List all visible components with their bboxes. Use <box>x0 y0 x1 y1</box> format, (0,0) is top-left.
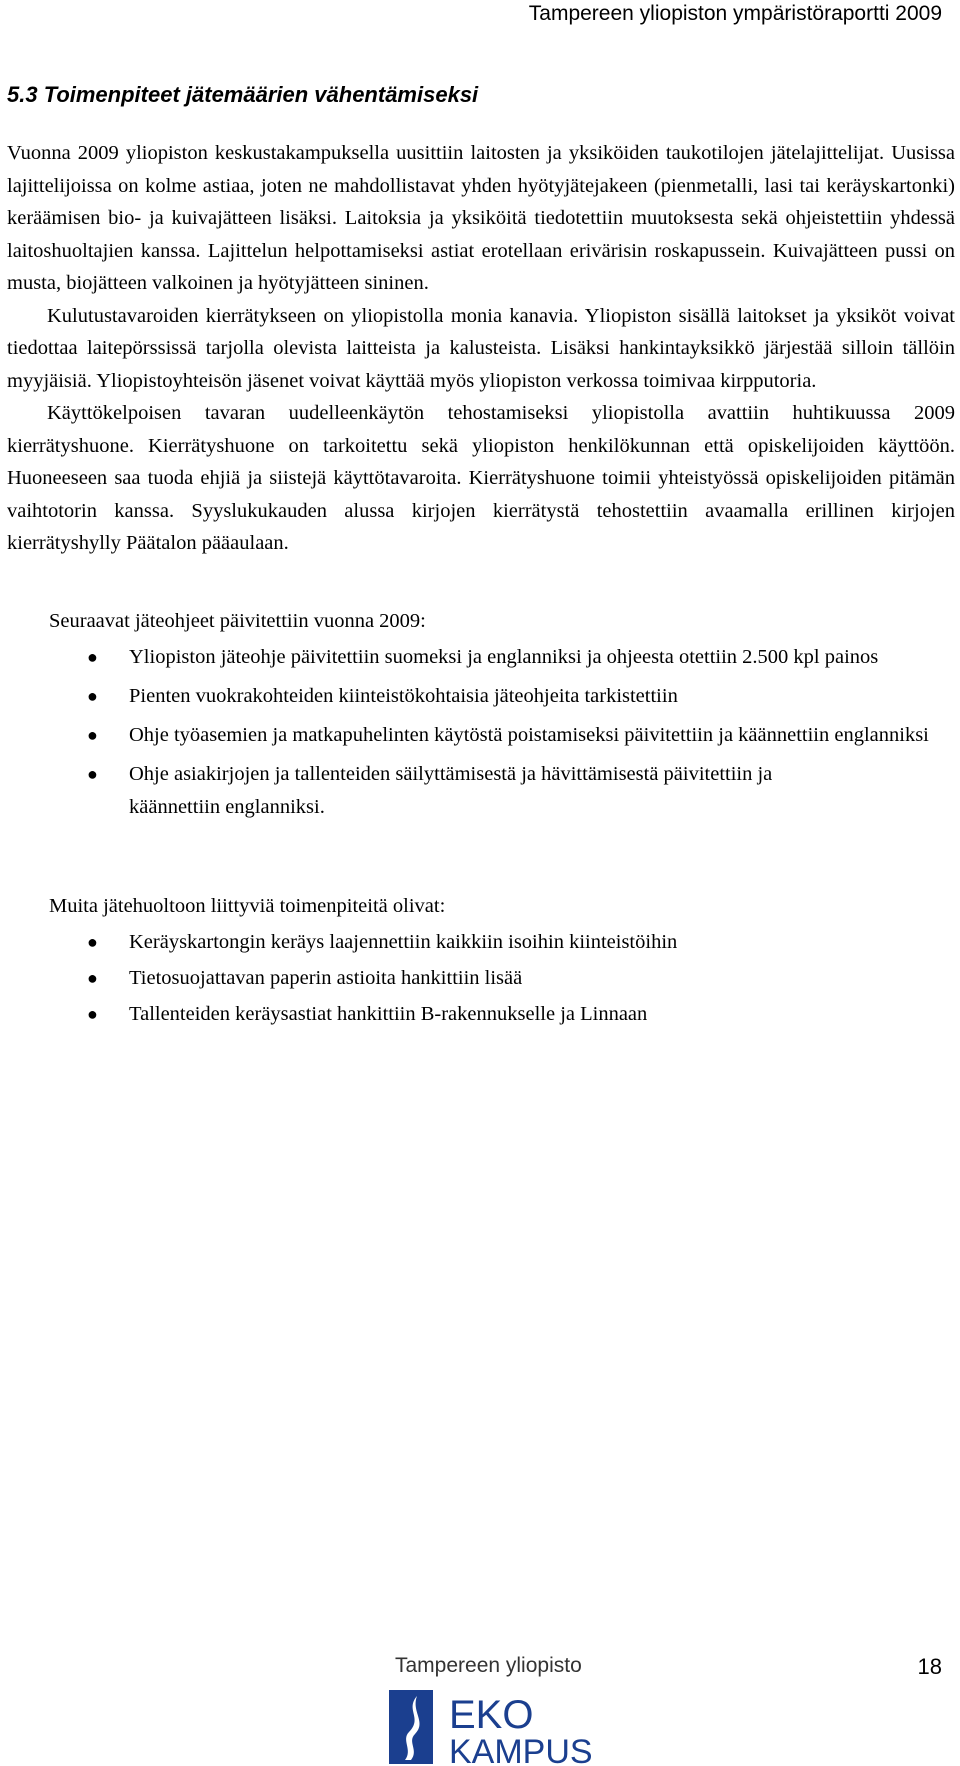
page-number: 18 <box>917 1654 942 1679</box>
list-item-text: Keräyskartongin keräys laajennettiin kaikkiin isoihin kiinteistöihin <box>129 931 678 953</box>
list-item-text: Yliopiston jäteohje päivitettiin suomeksi ja englanniksi ja ohjeesta otettiin 2.500 kpl painos <box>129 646 879 668</box>
list-item-text: Ohje asiakirjojen ja tallenteiden säilyttämisestä ja hävittämisestä päivitettiin ja käännettiin englanniksi. <box>129 763 773 818</box>
eko-kampus-logo <box>387 1650 637 1765</box>
list-intro: Seuraavat jäteohjeet päivitettiin vuonna 2009: <box>49 610 426 632</box>
bullet-icon: ● <box>87 686 98 706</box>
list-item-text: Tallenteiden keräysastiat hankittiin B-rakennukselle ja Linnaan <box>129 1003 648 1025</box>
list-intro: Muita jätehuoltoon liittyviä toimenpiteitä olivat: <box>49 895 446 917</box>
list-item <box>49 719 954 752</box>
list-item <box>49 962 954 995</box>
list-item-text: Pienten vuokrakohteiden kiinteistökohtaisia jäteohjeita tarkistettiin <box>129 685 678 707</box>
logo-eko: EKO <box>449 1693 534 1737</box>
bullet-icon: ● <box>87 932 98 952</box>
list-item-text: Ohje työasemien ja matkapuhelinten käytöstä poistamiseksi päivitettiin ja käännettiin englanniksi <box>129 724 929 746</box>
bullet-icon: ● <box>87 764 98 784</box>
list-item <box>49 680 954 713</box>
logo-university-name: Tampereen yliopisto <box>395 1654 582 1677</box>
paragraph: Kulutustavaroiden kierrätykseen on yliopistolla monia kanavia. Yliopiston sisällä laitokset ja yksiköt voivat tiedottaa laitepörssissä tarjolla olevista laitteista ja kalusteista. Lisäksi hankintayksikkö järjestää silloin tällöin myyjäisiä. Yliopistoyhteisön jäsenet voivat käyttää myös yliopiston verkossa toimivaa kirpputoria. <box>7 304 955 392</box>
bullet-list <box>49 641 954 824</box>
bullet-list <box>49 926 954 1031</box>
list-item <box>49 926 954 959</box>
running-header: Tampereen yliopiston ympäristöraportti 2009 <box>528 2 942 25</box>
bullet-icon: ● <box>87 968 98 988</box>
list-item <box>49 758 954 824</box>
paragraph: Vuonna 2009 yliopiston keskustakampuksella uusittiin laitosten ja yksiköiden taukotilojen jätelajittelijat. Uusissa lajittelijoissa on kolme astiaa, joten ne mahdollistavat yhden hyötyjätejakeen (pienmetalli, lasi tai keräyskartonki) keräämisen bio- ja kuivajätteen lisäksi. Laitoksia ja yksiköitä tiedotettiin muutoksesta sekä ohjeistettiin yhdessä laitoshuoltajien kanssa. Lajittelun helpottamiseksi astiat erotellaan erivärisin roskapussein. Kuivajätteen pussi on musta, biojätteen valkoinen ja hyötyjätteen sininen. <box>7 142 955 294</box>
body-text <box>7 137 955 560</box>
bullet-icon: ● <box>87 725 98 745</box>
list-item <box>49 998 954 1031</box>
list-item <box>49 641 954 674</box>
bullet-icon: ● <box>87 647 98 667</box>
list-item-text: Tietosuojattavan paperin astioita hankittiin lisää <box>129 967 523 989</box>
bullet-icon: ● <box>87 1004 98 1024</box>
paragraph: Käyttökelpoisen tavaran uudelleenkäytön tehostamiseksi yliopistolla avattiin huhtikuussa 2009 kierrätyshuone. Kierrätyshuone on tarkoitettu sekä yliopiston henkilökunnan että opiskelijoiden käyttöön. Huoneeseen saa tuoda ehjiä ja siistejä käyttötavaroita. Kierrätyshuone toimii yhteistyössä opiskelijoiden pitämän vaihtotorin kanssa. Syyslukukauden alussa kirjojen kierrätystä tehostettiin avaamalla erillinen kirjojen kierrätyshylly Päätalon pääaulaan. <box>7 402 955 554</box>
section-heading: 5.3 Toimenpiteet jätemäärien vähentämiseksi <box>7 82 479 107</box>
logo-kampus: KAMPUS <box>449 1733 593 1765</box>
